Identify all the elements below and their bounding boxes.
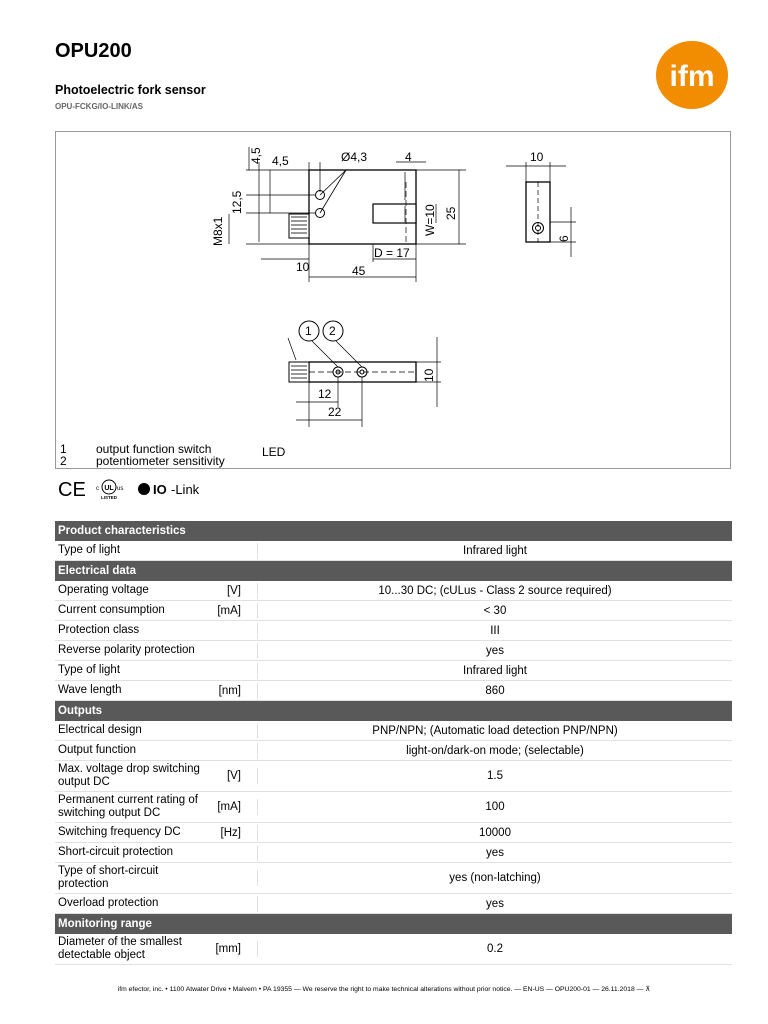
row-value: PNP/NPN; (Automatic load detection PNP/NPN) [257, 723, 732, 739]
row-label: Protection class [58, 624, 140, 636]
row-value: Infrared light [257, 543, 732, 559]
row-unit: [Hz] [220, 826, 241, 839]
row-unit: [V] [226, 584, 241, 597]
row-value: < 30 [257, 603, 732, 619]
row-unit: [V] [226, 770, 241, 782]
dim-m8x1: M8x1 [211, 216, 225, 246]
table-row [55, 681, 732, 701]
section-header: Monitoring range [55, 914, 732, 934]
row-value: yes [257, 896, 732, 912]
ce-mark: CE [58, 479, 86, 500]
dim-w10: W=10 [423, 204, 437, 236]
dim-25: 25 [444, 206, 458, 220]
row-label: Diameter of the smallest detectable object [58, 936, 182, 961]
table-row [55, 581, 732, 601]
row-label: Current consumption [58, 604, 165, 616]
dim-dia-4-3: Ø4,3 [341, 150, 368, 164]
row-value: 0.2 [257, 941, 732, 957]
table-row [55, 894, 732, 914]
spec-table [55, 521, 732, 965]
ul-c: c [96, 486, 99, 492]
row-label: Output function [58, 744, 136, 756]
legend-item [60, 453, 225, 468]
row-unit: [mm] [215, 943, 241, 955]
row-value: 860 [257, 683, 732, 699]
table-row [55, 843, 732, 863]
row-unit: [mA] [217, 604, 241, 617]
ul-listed: LISTED [101, 495, 118, 500]
dimension-drawing-svg [56, 132, 732, 470]
callout-2: 2 [329, 324, 336, 338]
footer-text: ifm efector, inc. • 1100 Atwater Drive • Malvern • PA 19355 — We reserve the right to make technical alterations without prior notice. — EN-US — OPU200-01 — 26.11.2018 — [117, 986, 644, 993]
row-value: III [257, 623, 732, 639]
table-row [55, 863, 732, 894]
row-value: 10...30 DC; (cULus - Class 2 source required) [257, 583, 732, 599]
dim-d17: D = 17 [374, 246, 410, 260]
row-label: Max. voltage drop switching output DC [58, 763, 200, 788]
logo-text: ifm [669, 60, 715, 93]
table-row [55, 741, 732, 761]
section-header: Product characteristics [55, 521, 732, 541]
row-label: Operating voltage [58, 584, 149, 596]
table-row [55, 721, 732, 741]
io-link-link: -Link [171, 482, 200, 497]
product-title: OPU200 [55, 40, 132, 62]
row-value: yes [257, 643, 732, 659]
dim-22: 22 [328, 405, 342, 419]
table-row [55, 823, 732, 843]
table-row [55, 661, 732, 681]
side-dim-10: 10 [530, 150, 544, 164]
row-value: light-on/dark-on mode; (selectable) [257, 743, 732, 759]
product-code: OPU-FCKG/IO-LINK/AS [55, 102, 143, 111]
row-value: yes (non-latching) [257, 870, 732, 886]
legend-num: 2 [60, 453, 67, 468]
row-unit: [mA] [217, 801, 241, 813]
row-label: Reverse polarity protection [58, 644, 195, 656]
led-label: LED [262, 445, 286, 459]
row-label: Electrical design [58, 724, 142, 736]
legend-text: potentiometer sensitivity [96, 453, 225, 468]
table-row [55, 541, 732, 561]
legend-num: 1 [60, 442, 67, 456]
bottom-dim-10: 10 [422, 368, 436, 382]
table-row [55, 934, 732, 965]
row-label: Switching frequency DC [58, 826, 181, 838]
row-unit: [nm] [218, 684, 241, 697]
dim-12-5: 12,5 [230, 190, 244, 214]
row-value: 10000 [257, 825, 732, 841]
row-value: 1.5 [257, 768, 732, 784]
ul-mark: UL [104, 485, 114, 492]
row-label: Wave length [58, 684, 122, 696]
table-row [55, 601, 732, 621]
row-label: Type of light [58, 664, 121, 676]
footer-icon: ⊼ [645, 986, 651, 993]
table-row [55, 641, 732, 661]
row-label: Overload protection [58, 897, 159, 909]
dim-10: 10 [296, 260, 310, 274]
callout-1: 1 [305, 324, 312, 338]
io-link-io: IO [153, 482, 167, 497]
certification-marks [58, 478, 238, 500]
row-label: Type of short-circuit protection [58, 865, 159, 890]
row-value: yes [257, 845, 732, 861]
row-value: 100 [257, 799, 732, 815]
table-row [55, 621, 732, 641]
page-footer [0, 985, 768, 993]
table-row [55, 761, 732, 792]
section-header: Electrical data [55, 561, 732, 581]
ul-us: us [117, 486, 124, 492]
dimension-drawing [55, 131, 731, 469]
drawing-legend [60, 444, 225, 467]
dim-4-5-vertical: 4,5 [249, 147, 263, 164]
section-header: Outputs [55, 701, 732, 721]
dim-4: 4 [405, 150, 412, 164]
row-label: Type of light [58, 544, 121, 556]
dim-4-5-a: 4,5 [272, 154, 289, 168]
legend-text: output function switch [96, 442, 212, 456]
dim-45: 45 [352, 264, 366, 278]
side-dim-6: 6 [557, 235, 571, 242]
row-value: Infrared light [257, 663, 732, 679]
row-label: Permanent current rating of switching output DC [58, 794, 198, 819]
row-label: Short-circuit protection [58, 846, 174, 858]
product-subtitle: Photoelectric fork sensor [55, 83, 206, 97]
table-row [55, 792, 732, 823]
ifm-logo [655, 40, 729, 110]
dim-12: 12 [318, 387, 332, 401]
